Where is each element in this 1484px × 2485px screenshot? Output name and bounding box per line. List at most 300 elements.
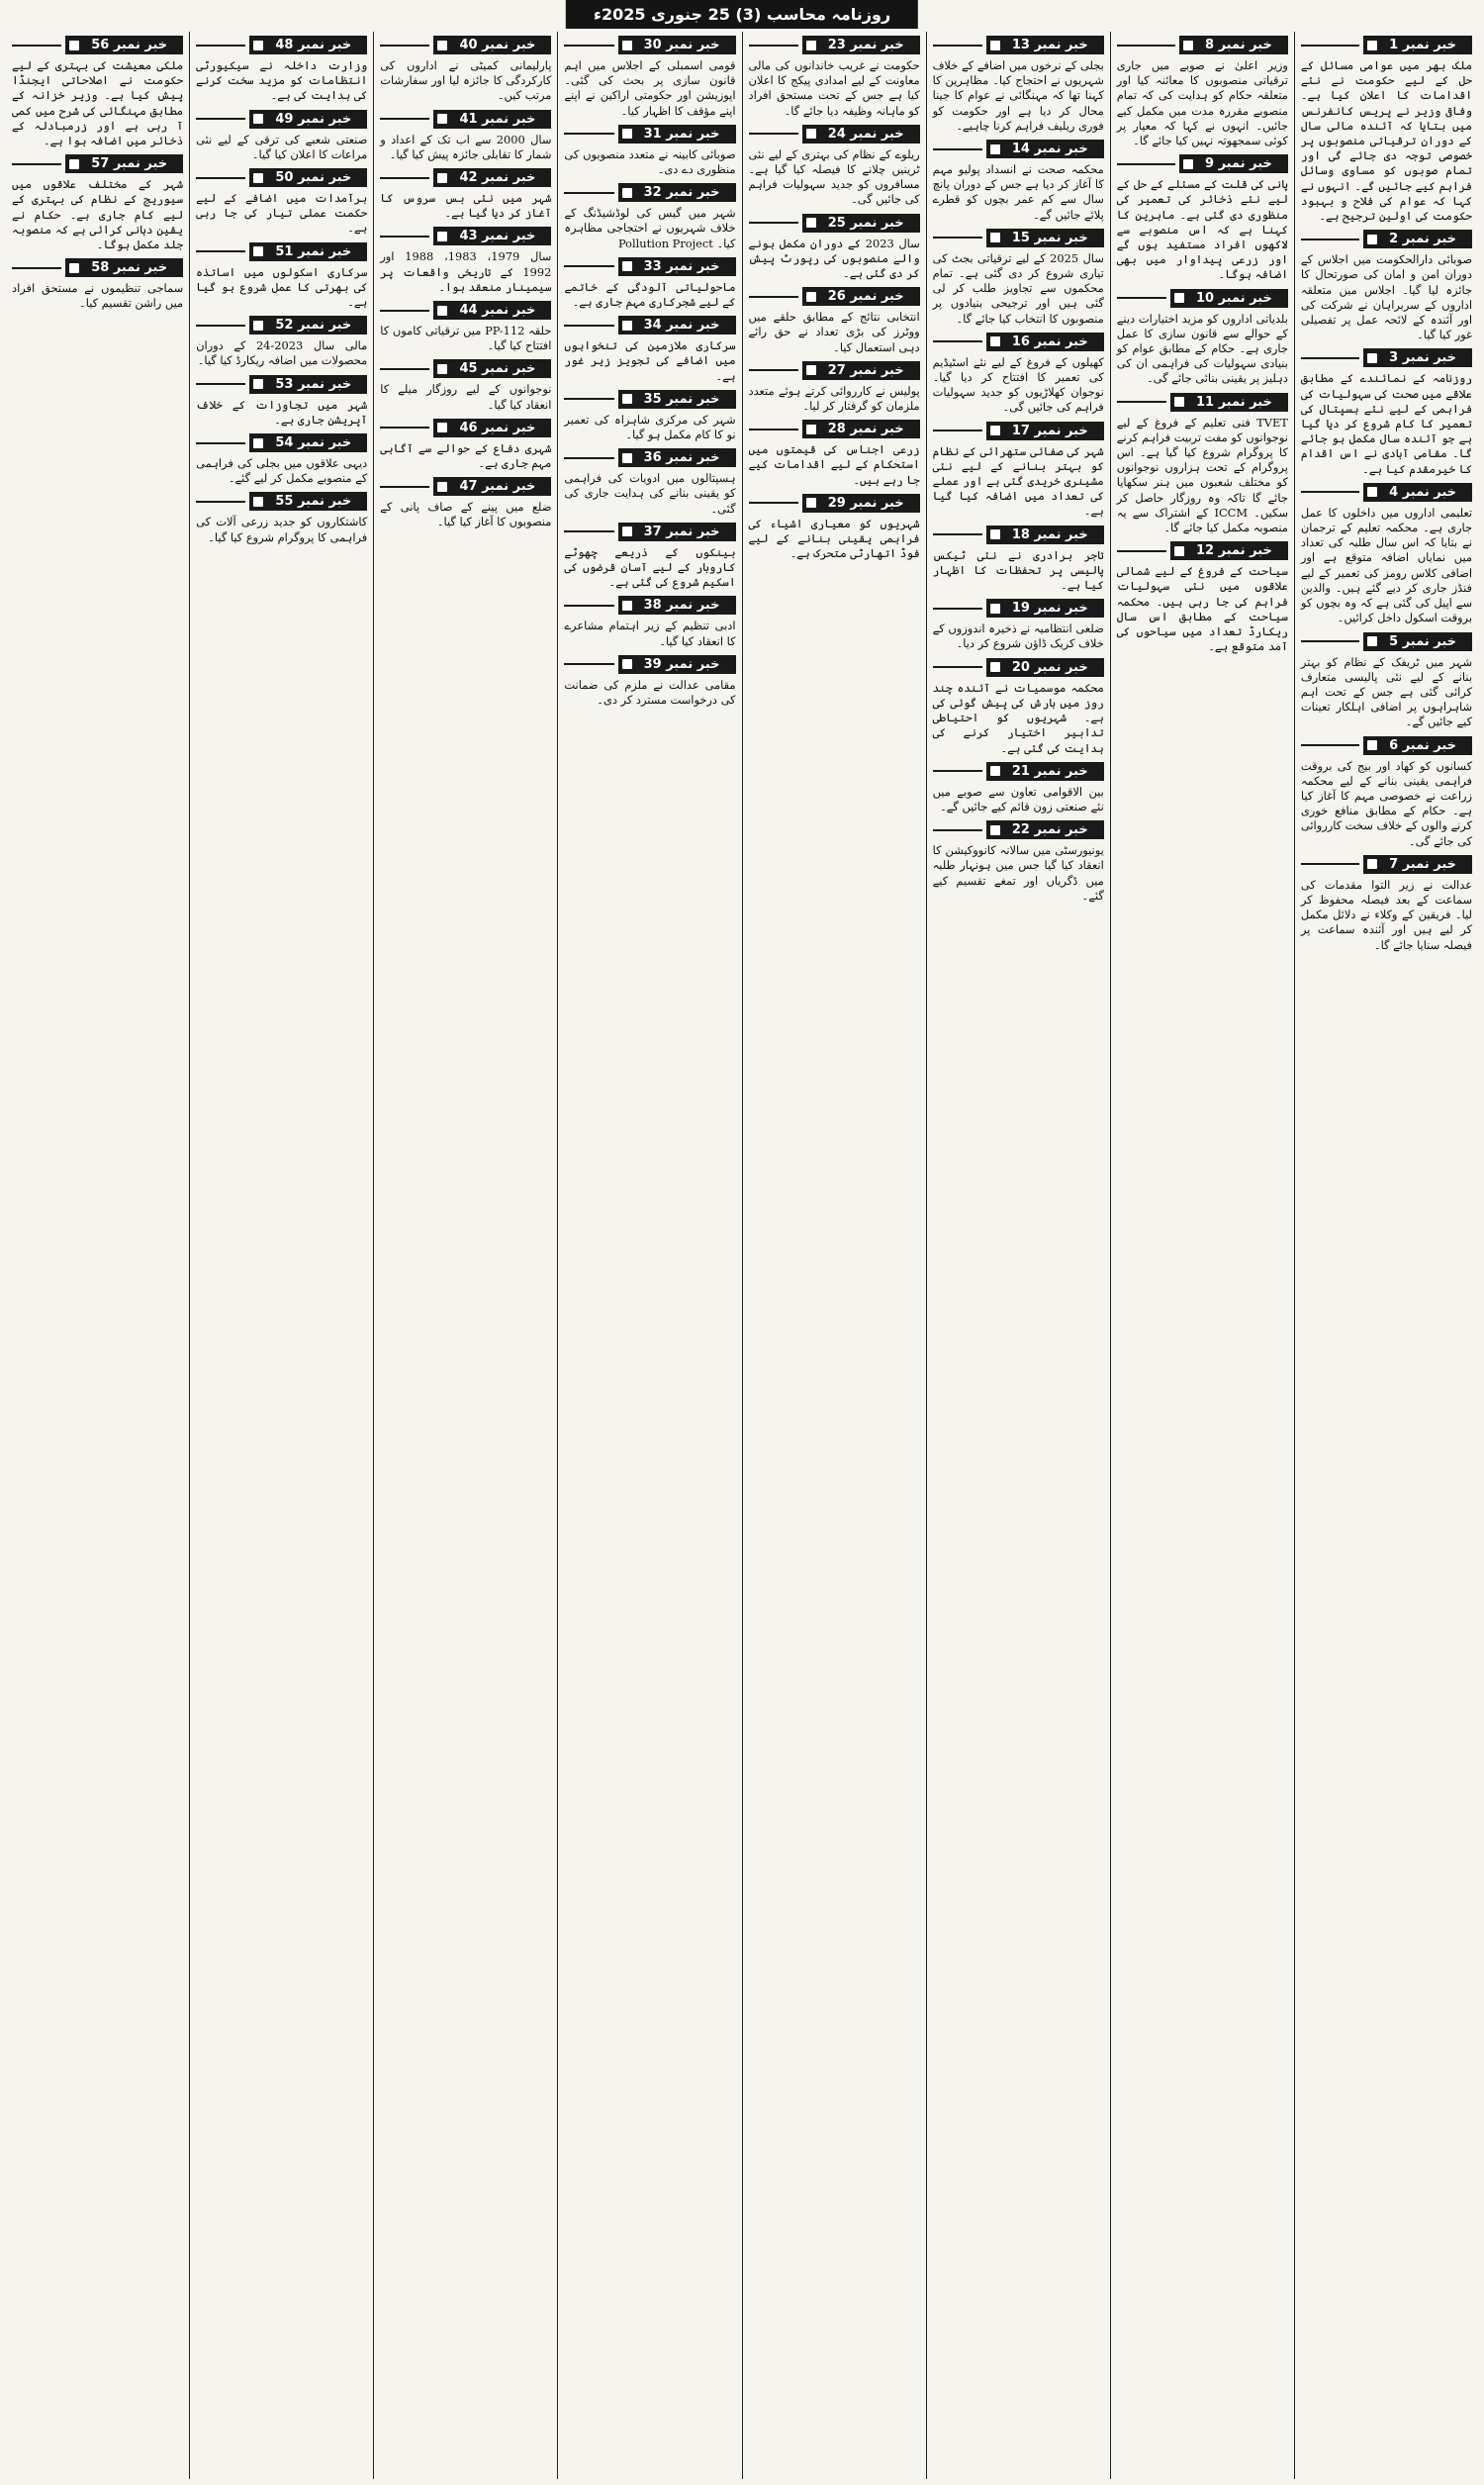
header-rule	[1117, 550, 1166, 552]
story-header	[933, 229, 1104, 247]
story-number-label: خبر نمبر 42	[433, 168, 551, 187]
news-column	[742, 32, 926, 2479]
story-header	[933, 422, 1104, 440]
story-number-label: خبر نمبر 35	[618, 390, 736, 409]
story-header	[196, 433, 367, 452]
header-rule	[1117, 45, 1175, 47]
story-header	[380, 301, 551, 320]
story-header	[1301, 230, 1472, 248]
story-header	[1301, 348, 1472, 367]
news-story	[933, 333, 1104, 416]
news-story	[196, 316, 367, 368]
story-number-label: خبر نمبر 4	[1363, 483, 1472, 502]
news-story	[933, 36, 1104, 134]
story-header	[564, 183, 735, 202]
story-header	[749, 36, 920, 54]
story-number-label: خبر نمبر 18	[986, 526, 1104, 544]
story-header	[564, 523, 735, 541]
header-rule	[196, 177, 245, 179]
story-body: شہر کے مختلف علاقوں میں سیوریج کے نظام کی بہتری کے لیے کام جاری ہے۔ حکام نے یقین دہانی کرائی ہے کہ منصوبہ جلد مکمل ہوگا۔	[12, 177, 184, 252]
story-number-label: خبر نمبر 46	[433, 419, 551, 437]
story-number-label: خبر نمبر 3	[1363, 348, 1472, 367]
story-body: سال 2000 سے اب تک کے اعداد و شمار کا تقابلی جائزہ پیش کیا گیا۔	[380, 132, 552, 161]
header-rule	[933, 829, 982, 831]
header-rule	[564, 663, 613, 665]
story-header	[564, 316, 735, 335]
story-number-label: خبر نمبر 30	[618, 36, 736, 54]
story-header	[933, 658, 1104, 677]
news-story	[564, 448, 735, 517]
header-rule	[196, 325, 245, 327]
story-number-label: خبر نمبر 15	[986, 229, 1104, 247]
header-rule	[933, 237, 982, 239]
story-number-label: خبر نمبر 28	[802, 420, 920, 438]
story-number-label: خبر نمبر 32	[618, 183, 736, 202]
story-body: شہری دفاع کے حوالے سے آگاہی مہم جاری ہے۔	[380, 440, 552, 471]
story-body: یونیورسٹی میں سالانہ کانووکیشن کا انعقاد کیا گیا جس میں ہونہار طلبہ میں ڈگریاں اور تمغے تقسیم کیے گئے۔	[932, 843, 1104, 903]
news-story	[933, 762, 1104, 814]
story-body: شہر کی مرکزی شاہراہ کی تعمیر نو کا کام مکمل ہو گیا۔	[564, 412, 736, 442]
story-header	[380, 477, 551, 496]
story-header	[380, 168, 551, 187]
story-body: قومی اسمبلی کے اجلاس میں اہم قانون سازی پر بحث کی گئی۔ اپوزیشن اور حکومتی اراکین نے اپنے اپنے مؤقف کا اظہار کیا۔	[564, 58, 736, 118]
story-body: مقامی عدالت نے ملزم کی ضمانت کی درخواست مسترد کر دی۔	[564, 677, 736, 708]
news-story	[1301, 36, 1472, 224]
story-header	[1301, 855, 1472, 874]
header-rule	[380, 236, 429, 238]
story-number-label: خبر نمبر 37	[618, 523, 736, 541]
header-rule	[749, 369, 798, 371]
story-body: ماحولیاتی آلودگی کے خاتمے کے لیے شجرکاری مہم جاری ہے۔	[564, 279, 736, 310]
story-header	[749, 287, 920, 306]
story-number-label: خبر نمبر 16	[986, 333, 1104, 351]
header-rule	[933, 340, 982, 342]
story-header	[564, 36, 735, 54]
news-story	[564, 36, 735, 119]
header-rule	[1301, 640, 1359, 642]
story-header	[1117, 289, 1288, 308]
story-number-label: خبر نمبر 21	[986, 762, 1104, 781]
story-body: حکومت نے غریب خاندانوں کی مالی معاونت کے لیے امدادی پیکج کا اعلان کیا ہے جس کے تحت مستحق افراد کو ماہانہ وظیفہ دیا جائے گا۔	[748, 58, 920, 118]
header-rule	[1117, 401, 1166, 403]
story-header	[749, 214, 920, 233]
story-number-label: خبر نمبر 48	[249, 36, 367, 54]
story-number-label: خبر نمبر 39	[618, 655, 736, 674]
header-rule	[933, 430, 982, 431]
story-header	[1301, 736, 1472, 755]
story-header	[196, 168, 367, 187]
story-number-label: خبر نمبر 9	[1179, 154, 1288, 173]
masthead-date: روزنامہ محاسب (3) 25 جنوری 2025ء	[566, 0, 918, 29]
story-body: حلقہ PP-112 میں ترقیاتی کاموں کا افتتاح کیا گیا۔	[380, 324, 552, 353]
news-story	[380, 110, 551, 162]
news-column	[1110, 32, 1294, 2479]
header-rule	[380, 310, 429, 312]
story-body: تاجر برادری نے نئی ٹیکس پالیسی پر تحفظات کا اظہار کیا ہے۔	[932, 547, 1104, 593]
news-story	[1117, 289, 1288, 387]
header-rule	[1301, 45, 1359, 47]
story-header	[933, 599, 1104, 618]
story-body: ضلع میں پینے کے صاف پانی کے منصوبوں کا آغاز کیا گیا۔	[380, 500, 552, 529]
story-number-label: خبر نمبر 50	[249, 168, 367, 187]
news-story	[196, 375, 367, 428]
story-number-label: خبر نمبر 6	[1363, 736, 1472, 755]
header-rule	[564, 325, 613, 327]
story-header	[933, 762, 1104, 781]
story-body: صنعتی شعبے کی ترقی کے لیے نئی مراعات کا اعلان کیا گیا۔	[196, 132, 368, 161]
header-rule	[564, 265, 613, 267]
story-header	[933, 36, 1104, 54]
story-number-label: خبر نمبر 12	[1170, 541, 1288, 560]
story-number-label: خبر نمبر 23	[802, 36, 920, 54]
story-body: بجلی کے نرخوں میں اضافے کے خلاف شہریوں نے احتجاج کیا۔ مظاہرین کا کہنا تھا کہ مہنگائی نے عوام کا جینا محال کر دیا ہے اور حکومت کو فوری ریلیف فراہم کرنا چاہیے۔	[932, 58, 1104, 133]
story-header	[933, 140, 1104, 158]
story-body: سماجی تنظیموں نے مستحق افراد میں راشن تقسیم کیا۔	[12, 281, 184, 311]
story-header	[749, 420, 920, 438]
header-rule	[1301, 744, 1359, 746]
header-rule	[749, 502, 798, 504]
news-story	[749, 214, 920, 282]
story-body: سرکاری ملازمین کی تنخواہوں میں اضافے کی تجویز زیر غور ہے۔	[564, 338, 736, 383]
news-story	[933, 820, 1104, 904]
news-story	[380, 419, 551, 471]
story-number-label: خبر نمبر 31	[618, 125, 736, 143]
story-header	[564, 655, 735, 674]
story-header	[12, 36, 183, 54]
story-body: دیہی علاقوں میں بجلی کی فراہمی کے منصوبے مکمل کر لیے گئے۔	[196, 456, 368, 486]
news-story	[196, 36, 367, 104]
news-story	[564, 257, 735, 310]
header-rule	[933, 608, 982, 610]
story-header	[196, 36, 367, 54]
story-number-label: خبر نمبر 51	[249, 242, 367, 261]
story-number-label: خبر نمبر 38	[618, 596, 736, 615]
header-rule	[933, 148, 982, 150]
story-number-label: خبر نمبر 47	[433, 477, 551, 496]
news-story	[564, 125, 735, 177]
news-story	[933, 526, 1104, 594]
story-body: سال 2025 کے لیے ترقیاتی بجٹ کی تیاری شروع کر دی گئی ہے۔ تمام محکموں سے تجاویز طلب کر لی گئی ہیں اور ترجیحی بنیادوں پر منصوبوں کا انتخاب کیا جائے گا۔	[932, 250, 1104, 326]
story-body: محکمہ موسمیات نے آئندہ چند روز میں بارش کی پیش گوئی کی ہے۔ شہریوں کو احتیاطی تدابیر اختیار کرنے کی ہدایت کی گئی ہے۔	[932, 680, 1104, 755]
header-rule	[933, 45, 982, 47]
story-number-label: خبر نمبر 36	[618, 448, 736, 467]
story-body: ملک بھر میں عوامی مسائل کے حل کے لیے حکومت نے نئے اقدامات کا اعلان کیا ہے۔ وفاقی وزیر نے پریس کانفرنس میں بتایا کہ آئندہ مالی سال کے دوران ترقیاتی منصوبوں پر خصوصی توجہ دی جائے گی اور تمام صوبوں کو مساوی وسائل فراہم کیے جائیں گے۔ انہوں نے کہا کہ عوام کی فلاح و بہبود حکومت کی اولین ترجیح ہے۔	[1300, 58, 1472, 224]
story-body: وزارت داخلہ نے سیکیورٹی انتظامات کو مزید سخت کرنے کی ہدایت کی ہے۔	[196, 58, 368, 103]
story-header	[380, 419, 551, 437]
news-story	[933, 422, 1104, 520]
header-rule	[564, 398, 613, 400]
story-number-label: خبر نمبر 33	[618, 257, 736, 276]
story-body: زرعی اجناس کی قیمتوں میں استحکام کے لیے اقدامات کیے جا رہے ہیں۔	[748, 442, 920, 487]
story-body: سیاحت کے فروغ کے لیے شمالی علاقوں میں نئی سہولیات فراہم کی جا رہی ہیں۔ محکمہ سیاحت کے مطابق اس سال ریکارڈ تعداد میں سیاحوں کی آمد متوقع ہے۔	[1116, 564, 1288, 654]
news-story	[749, 36, 920, 119]
news-column	[557, 32, 741, 2479]
story-number-label: خبر نمبر 24	[802, 125, 920, 143]
story-header	[1117, 393, 1288, 412]
news-story	[564, 390, 735, 442]
header-rule	[196, 250, 245, 252]
news-story	[1301, 348, 1472, 476]
story-number-label: خبر نمبر 57	[65, 154, 183, 173]
news-story	[1117, 36, 1288, 148]
story-body: پانی کی قلت کے مسئلے کے حل کے لیے نئے ذخائر کی تعمیر کی منظوری دی گئی ہے۔ ماہرین کا کہنا ہے کہ اس منصوبے سے لاکھوں افراد مستفید ہوں گے اور زرعی پیداوار میں بھی اضافہ ہوگا۔	[1116, 177, 1288, 282]
story-number-label: خبر نمبر 44	[433, 301, 551, 320]
story-number-label: خبر نمبر 41	[433, 110, 551, 129]
story-body: صوبائی دارالحکومت میں اجلاس کے دوران امن و امان کی صورتحال کا جائزہ لیا گیا۔ اجلاس میں متعلقہ اداروں کے سربراہان نے شرکت کی اور آئندہ کے لائحہ عمل پر تفصیلی غور کیا گیا۔	[1300, 252, 1472, 342]
story-body: شہر کی صفائی ستھرائی کے نظام کو بہتر بنانے کے لیے نئی مشینری خریدی گئی ہے اور عملے کی تعداد میں اضافہ کیا گیا ہے۔	[932, 443, 1104, 519]
header-rule	[1301, 863, 1359, 865]
story-body: ضلعی انتظامیہ نے ذخیرہ اندوزوں کے خلاف کریک ڈاؤن شروع کر دیا۔	[932, 621, 1104, 651]
story-number-label: خبر نمبر 2	[1363, 230, 1472, 248]
header-rule	[380, 368, 429, 370]
story-body: شہر میں گیس کی لوڈشیڈنگ کے خلاف شہریوں نے احتجاجی مظاہرہ کیا۔ Pollution Project	[564, 206, 736, 250]
story-header	[933, 820, 1104, 839]
news-story	[12, 258, 183, 311]
story-number-label: خبر نمبر 55	[249, 492, 367, 511]
news-story	[564, 523, 735, 591]
story-number-label: خبر نمبر 13	[986, 36, 1104, 54]
news-column	[373, 32, 557, 2479]
story-body: ملکی معیشت کی بہتری کے لیے حکومت نے اصلاحاتی ایجنڈا پیش کیا ہے۔ وزیر خزانہ کے مطابق مہنگائی کی شرح میں کمی آ رہی ہے اور زرمبادلہ کے ذخائر میں اضافہ ہوا ہے۔	[12, 58, 184, 148]
news-story	[1301, 632, 1472, 730]
story-number-label: خبر نمبر 8	[1179, 36, 1288, 54]
header-rule	[196, 383, 245, 385]
news-story	[749, 287, 920, 355]
news-story	[1301, 736, 1472, 849]
story-header	[196, 242, 367, 261]
story-header	[933, 333, 1104, 351]
news-story	[380, 359, 551, 412]
story-body: شہر میں ٹریفک کے نظام کو بہتر بنانے کے لیے نئی پالیسی متعارف کرائی گئی ہے جس کے تحت اہم شاہراہوں پر اضافی اہلکار تعینات کیے جائیں گے۔	[1300, 654, 1472, 729]
story-number-label: خبر نمبر 29	[802, 494, 920, 513]
story-number-label: خبر نمبر 25	[802, 214, 920, 233]
news-column	[6, 32, 189, 2479]
news-story	[12, 36, 183, 148]
news-story	[196, 168, 367, 237]
story-header	[196, 375, 367, 394]
story-body: پولیس نے کارروائی کرتے ہوئے متعدد ملزمان کو گرفتار کر لیا۔	[748, 383, 920, 414]
header-rule	[1301, 491, 1359, 493]
story-header	[1301, 483, 1472, 502]
news-story	[380, 227, 551, 295]
story-body: شہریوں کو معیاری اشیاء کی فراہمی یقینی بنانے کے لیے فوڈ اتھارٹی متحرک ہے۔	[748, 516, 920, 561]
news-story	[933, 658, 1104, 756]
header-rule	[1301, 239, 1359, 240]
news-story	[933, 229, 1104, 327]
story-header	[1301, 632, 1472, 651]
header-rule	[749, 296, 798, 298]
header-rule	[1301, 357, 1359, 359]
story-header	[933, 526, 1104, 544]
header-rule	[564, 457, 613, 459]
header-rule	[564, 605, 613, 607]
story-body: ہسپتالوں میں ادویات کی فراہمی کو یقینی بنانے کی ہدایت جاری کی گئی۔	[564, 471, 736, 516]
story-header	[1117, 36, 1288, 54]
story-body: عدالت نے زیر التوا مقدمات کی سماعت کے بعد فیصلہ محفوظ کر لیا۔ فریقین کے وکلاء نے دلائل مکمل کر لیے ہیں اور آئندہ سماعت پر فیصلہ سنایا جائے گا۔	[1300, 877, 1472, 952]
news-story	[380, 301, 551, 353]
story-header	[564, 596, 735, 615]
header-rule	[749, 222, 798, 224]
news-story	[380, 477, 551, 529]
story-body: برآمدات میں اضافے کے لیے حکمت عملی تیار کی جا رہی ہے۔	[196, 191, 368, 236]
story-header	[380, 227, 551, 245]
story-body: کھیلوں کے فروغ کے لیے نئے اسٹیڈیم کی تعمیر کا افتتاح کر دیا گیا۔ نوجوان کھلاڑیوں کو جدید سہولیات فراہم کی جائیں گی۔	[932, 354, 1104, 415]
header-rule	[12, 267, 61, 269]
news-story	[933, 140, 1104, 223]
story-body: کسانوں کو کھاد اور بیج کی بروقت فراہمی یقینی بنانے کے لیے محکمہ زراعت نے خصوصی مہم کا آغاز کیا ہے۔ حکام کے مطابق منافع خوری کرنے والوں کے خلاف سخت کارروائی کی جائے گی۔	[1300, 758, 1472, 848]
header-rule	[196, 45, 245, 47]
story-body: وزیر اعلیٰ نے صوبے میں جاری ترقیاتی منصوبوں کا معائنہ کیا اور متعلقہ حکام کو ہدایت کی کہ تمام منصوبے مقررہ مدت میں مکمل کیے جائیں۔ انہوں نے کہا کہ معیار پر کوئی سمجھوتہ نہیں کیا جائے گا۔	[1116, 58, 1288, 148]
story-number-label: خبر نمبر 19	[986, 599, 1104, 618]
header-rule	[933, 770, 982, 772]
news-column	[926, 32, 1110, 2479]
news-story	[196, 110, 367, 162]
story-body: TVET فنی تعلیم کے فروغ کے لیے نوجوانوں کو مفت تربیت فراہم کرنے کا پروگرام شروع کیا گیا ہے۔ اس پروگرام کے تحت ہزاروں نوجوانوں کو مختلف شعبوں میں ہنر سکھایا جائے گا تاکہ وہ روزگار حاصل کر سکیں۔ ICCM کے اشتراک سے یہ منصوبہ مکمل کیا جائے گا۔	[1116, 415, 1288, 535]
story-number-label: خبر نمبر 54	[249, 433, 367, 452]
story-number-label: خبر نمبر 56	[65, 36, 183, 54]
news-story	[1117, 154, 1288, 282]
header-rule	[380, 427, 429, 429]
news-story	[1117, 393, 1288, 536]
story-header	[749, 361, 920, 380]
story-header	[1301, 36, 1472, 54]
news-column	[1294, 32, 1478, 2479]
story-number-label: خبر نمبر 58	[65, 258, 183, 277]
story-number-label: خبر نمبر 17	[986, 422, 1104, 440]
news-story	[380, 168, 551, 221]
header-rule	[1117, 163, 1175, 165]
news-story	[12, 154, 183, 252]
header-rule	[749, 429, 798, 430]
header-rule	[1117, 297, 1166, 299]
header-rule	[564, 530, 613, 532]
story-body: بین الاقوامی تعاون سے صوبے میں نئے صنعتی زون قائم کیے جائیں گے۔	[932, 784, 1104, 813]
story-header	[564, 125, 735, 143]
story-body: ادبی تنظیم کے زیر اہتمام مشاعرے کا انعقاد کیا گیا۔	[564, 619, 736, 648]
header-rule	[196, 442, 245, 444]
story-number-label: خبر نمبر 49	[249, 110, 367, 129]
story-number-label: خبر نمبر 22	[986, 820, 1104, 839]
story-body: شہر میں تجاوزات کے خلاف آپریشن جاری ہے۔	[196, 397, 368, 427]
news-story	[1117, 541, 1288, 654]
story-header	[380, 110, 551, 129]
news-story	[196, 242, 367, 311]
story-body: سال 2023 کے دوران مکمل ہونے والے منصوبوں کی رپورٹ پیش کر دی گئی ہے۔	[748, 236, 920, 281]
story-body: پارلیمانی کمیٹی نے اداروں کی کارکردگی کا جائزہ لیا اور سفارشات مرتب کیں۔	[380, 58, 552, 103]
story-number-label: خبر نمبر 43	[433, 227, 551, 245]
story-body: تعلیمی اداروں میں داخلوں کا عمل جاری ہے۔ محکمہ تعلیم کے ترجمان نے بتایا کہ اس سال طلبہ کی تعداد میں نمایاں اضافہ متوقع ہے اور اضافی کلاس رومز کی تعمیر کے لیے فنڈز جاری کر دیے گئے ہیں۔ والدین سے اپیل کی گئی ہے کہ وہ بچوں کو بروقت اسکول داخل کرائیں۔	[1300, 505, 1472, 625]
header-rule	[564, 192, 613, 194]
story-header	[380, 359, 551, 378]
story-body: محکمہ صحت نے انسداد پولیو مہم کا آغاز کر دیا ہے جس کے دوران پانچ سال سے کم عمر بچوں کو قطرے پلائے جائیں گے۔	[932, 162, 1104, 222]
story-body: بینکوں کے ذریعے چھوٹے کاروبار کے لیے آسان قرضوں کی اسکیم شروع کی گئی ہے۔	[564, 544, 736, 590]
header-rule	[196, 118, 245, 120]
header-rule	[380, 486, 429, 488]
news-story	[564, 183, 735, 251]
story-header	[564, 257, 735, 276]
story-header	[1117, 154, 1288, 173]
news-story	[749, 494, 920, 562]
header-rule	[12, 163, 61, 165]
story-body: کاشتکاروں کو جدید زرعی آلات کی فراہمی کا پروگرام شروع کیا گیا۔	[196, 515, 368, 544]
news-story	[564, 596, 735, 648]
story-body: انتخابی نتائج کے مطابق حلقے میں ووٹرز کی بڑی تعداد نے حق رائے دہی استعمال کیا۔	[748, 310, 920, 354]
story-header	[196, 110, 367, 129]
story-header	[564, 390, 735, 409]
story-number-label: خبر نمبر 53	[249, 375, 367, 394]
header-rule	[564, 45, 613, 47]
columns-container	[6, 32, 1478, 2479]
story-body: سرکاری اسکولوں میں اساتذہ کی بھرتی کا عمل شروع ہو گیا ہے۔	[196, 264, 368, 310]
story-header	[196, 316, 367, 335]
story-body: نوجوانوں کے لیے روزگار میلے کا انعقاد کیا گیا۔	[380, 382, 552, 412]
story-number-label: خبر نمبر 11	[1170, 393, 1288, 412]
header-rule	[380, 118, 429, 120]
header-rule	[380, 45, 429, 47]
story-body: بلدیاتی اداروں کو مزید اختیارات دینے کے حوالے سے قانون سازی کا عمل جاری ہے۔ حکام کے مطابق عوام کو بنیادی سہولیات کی فراہمی ان کی دہلیز پر یقینی بنائی جائے گی۔	[1116, 311, 1288, 386]
news-story	[196, 492, 367, 544]
news-story	[1301, 230, 1472, 342]
header-rule	[933, 533, 982, 535]
header-rule	[749, 45, 798, 47]
story-number-label: خبر نمبر 26	[802, 287, 920, 306]
story-number-label: خبر نمبر 14	[986, 140, 1104, 158]
story-header	[1117, 541, 1288, 560]
header-rule	[933, 666, 982, 668]
story-number-label: خبر نمبر 7	[1363, 855, 1472, 874]
story-body: مالی سال 2023-24 کے دوران محصولات میں اضافہ ریکارڈ کیا گیا۔	[196, 338, 368, 368]
header-rule	[749, 133, 798, 135]
story-body: سال 1979، 1983، 1988 اور 1992 کے تاریخی واقعات پر سیمینار منعقد ہوا۔	[380, 249, 552, 294]
story-header	[749, 494, 920, 513]
header-rule	[12, 45, 61, 47]
story-number-label: خبر نمبر 52	[249, 316, 367, 335]
story-number-label: خبر نمبر 5	[1363, 632, 1472, 651]
news-story	[380, 36, 551, 104]
news-story	[564, 655, 735, 708]
news-story	[564, 316, 735, 384]
story-header	[12, 258, 183, 277]
news-story	[1301, 855, 1472, 953]
news-story	[749, 361, 920, 414]
story-number-label: خبر نمبر 45	[433, 359, 551, 378]
story-number-label: خبر نمبر 1	[1363, 36, 1472, 54]
story-number-label: خبر نمبر 10	[1170, 289, 1288, 308]
story-body: روزنامہ کے نمائندے کے مطابق علاقے میں صحت کی سہولیات کی فراہمی کے لیے نئے ہسپتال کی تعمیر کا کام شروع کر دیا گیا ہے جو آئندہ سال مکمل ہو جائے گا۔ مقامی آبادی نے اس اقدام کا خیرمقدم کیا ہے۔	[1300, 371, 1472, 476]
story-body: صوبائی کابینہ نے متعدد منصوبوں کی منظوری دے دی۔	[564, 146, 736, 177]
story-header	[196, 492, 367, 511]
story-number-label: خبر نمبر 20	[986, 658, 1104, 677]
story-header	[564, 448, 735, 467]
header-rule	[564, 133, 613, 135]
story-number-label: خبر نمبر 40	[433, 36, 551, 54]
story-header	[749, 125, 920, 143]
header-rule	[196, 501, 245, 503]
news-story	[933, 599, 1104, 651]
story-header	[12, 154, 183, 173]
story-number-label: خبر نمبر 27	[802, 361, 920, 380]
news-story	[1301, 483, 1472, 626]
news-column	[189, 32, 373, 2479]
news-story	[749, 420, 920, 488]
story-header	[380, 36, 551, 54]
news-story	[749, 125, 920, 208]
story-body: شہر میں نئی بس سروس کا آغاز کر دیا گیا ہے۔	[380, 191, 552, 221]
story-number-label: خبر نمبر 34	[618, 316, 736, 335]
news-story	[196, 433, 367, 486]
header-rule	[380, 177, 429, 179]
story-body: ریلوے کے نظام کی بہتری کے لیے نئی ٹرینیں چلانے کا فیصلہ کیا گیا ہے۔ مسافروں کو جدید سہولیات فراہم کی جائیں گی۔	[748, 146, 920, 207]
